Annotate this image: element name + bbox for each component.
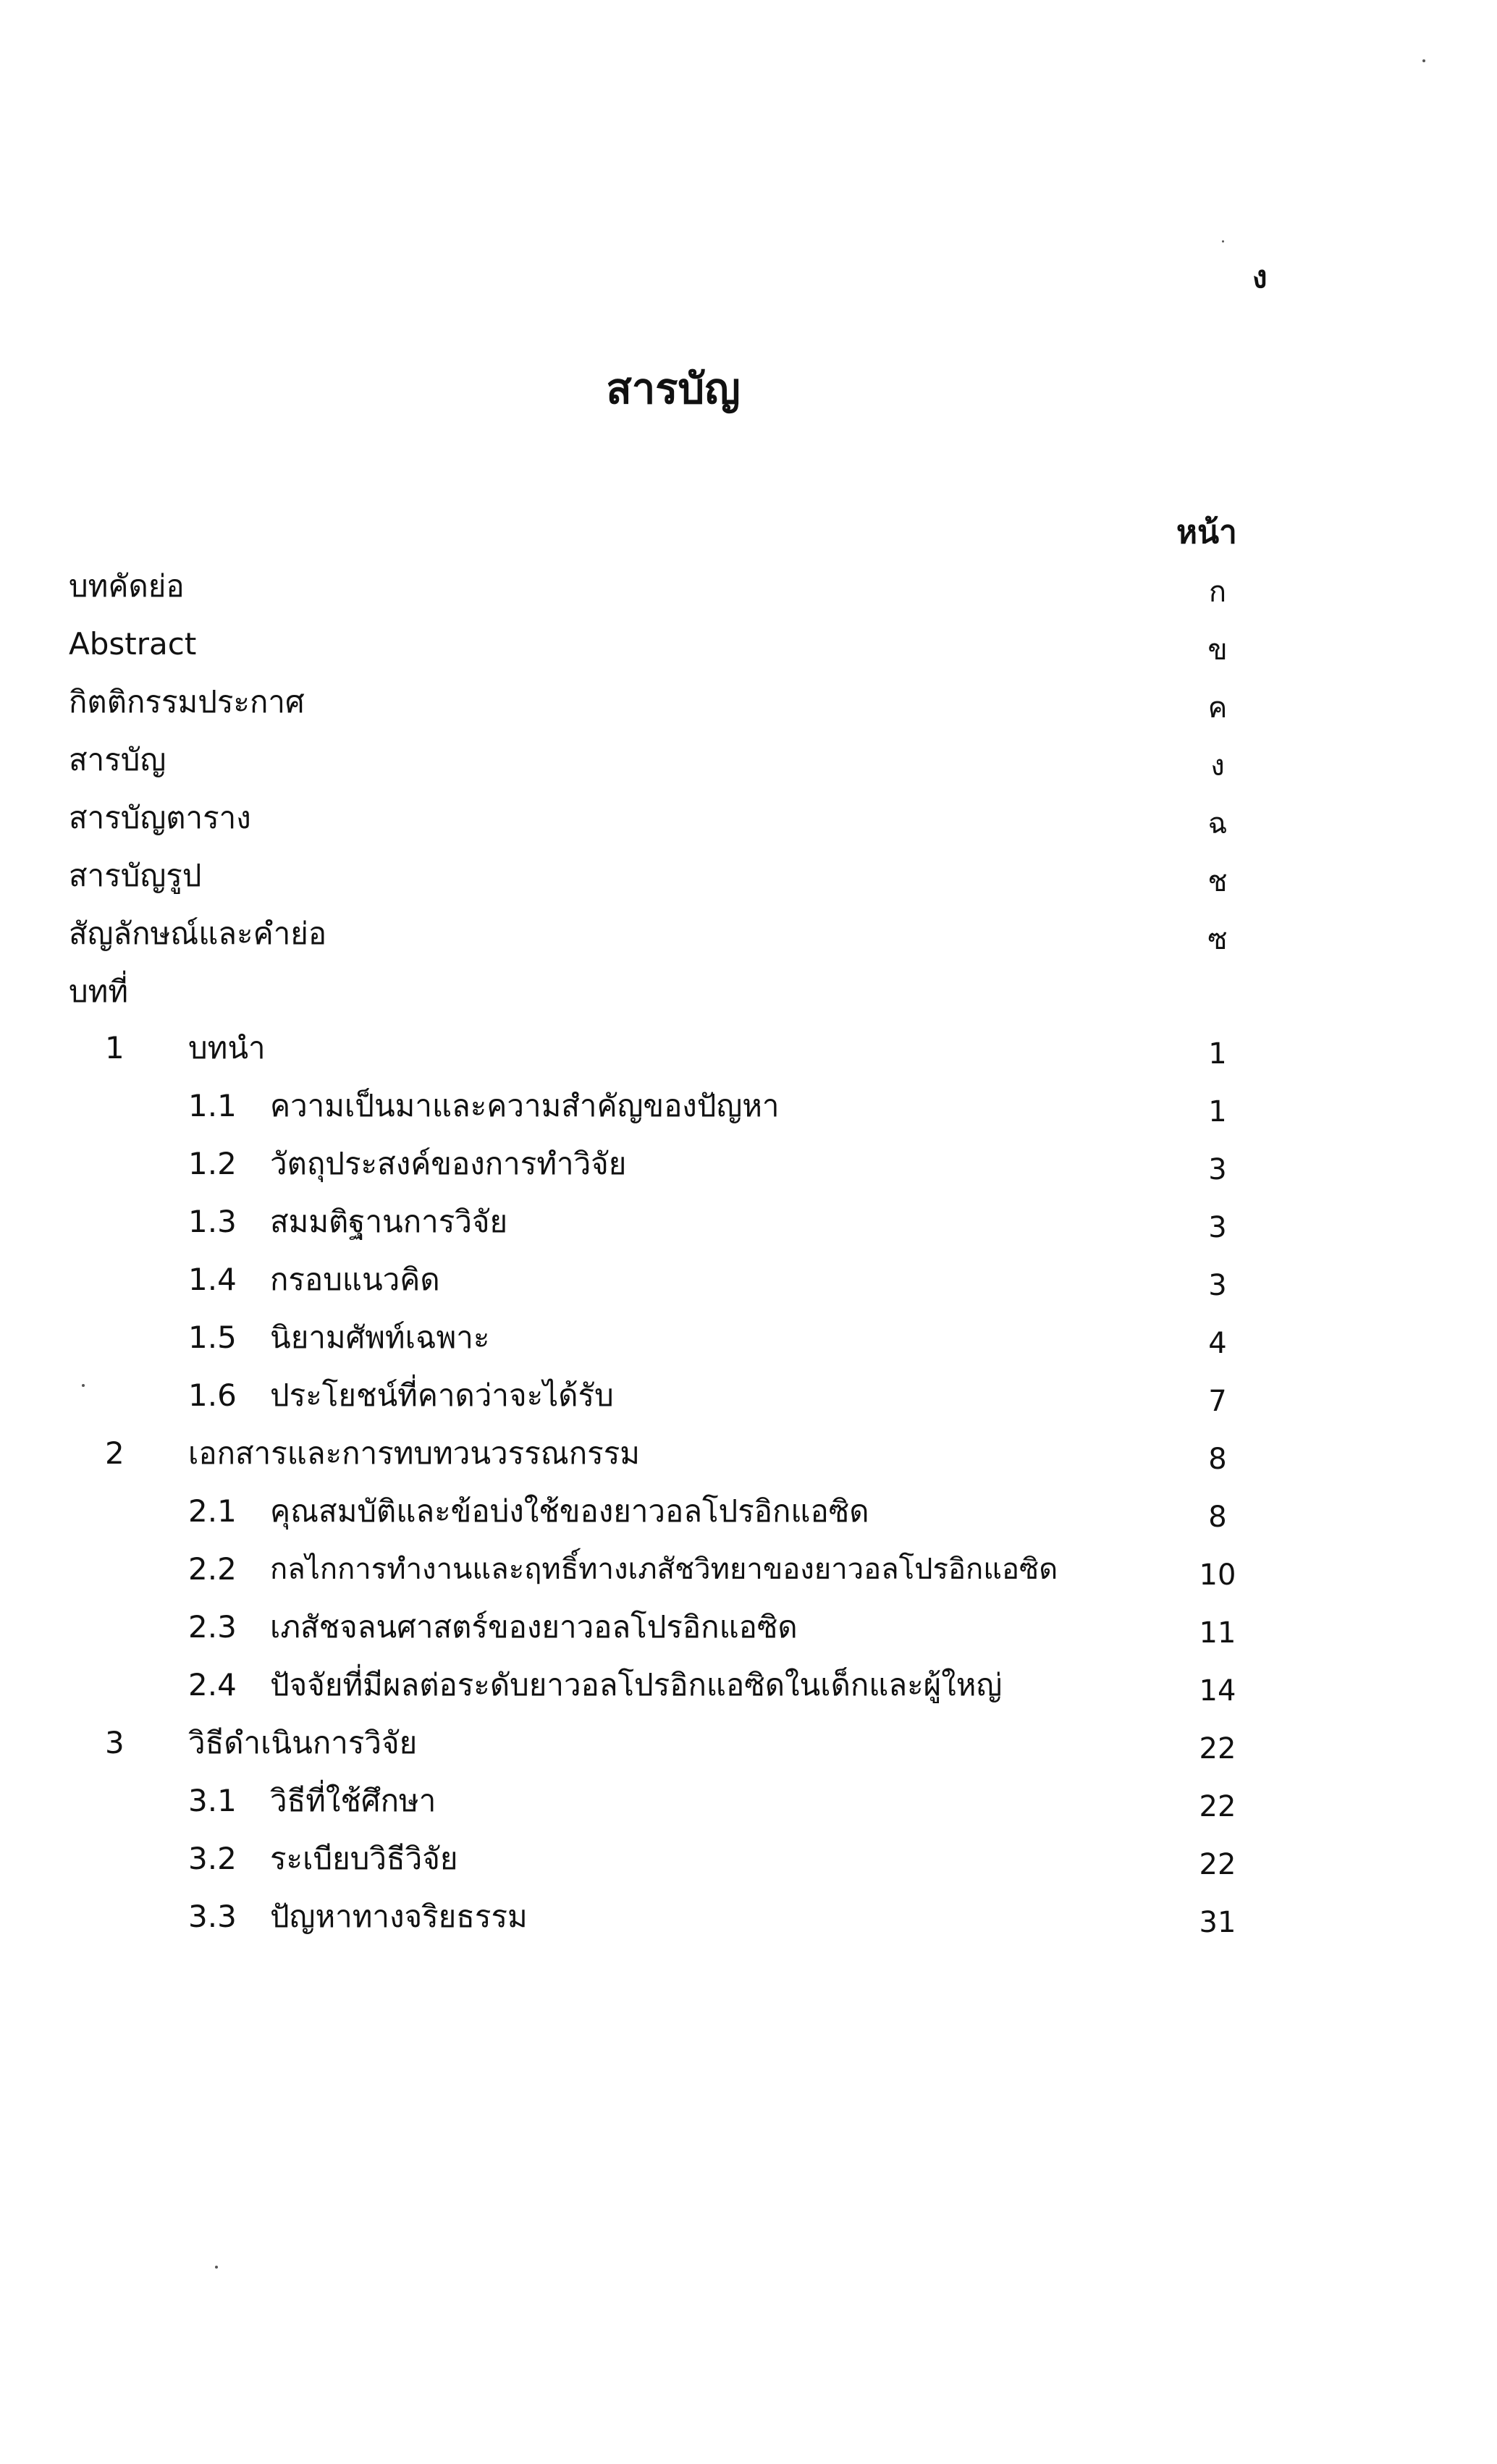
- toc-entry-page: ง: [1210, 749, 1225, 782]
- toc-entry-number: 2: [105, 1435, 125, 1471]
- toc-entry-number: 2.3: [188, 1609, 237, 1645]
- toc-entry-label: วิธีที่ใช้ศึกษา: [270, 1783, 437, 1818]
- toc-entry-number: 2.4: [188, 1667, 237, 1703]
- toc-entry-page: 3: [1208, 1269, 1227, 1302]
- toc-entry-page: ข: [1207, 633, 1228, 667]
- toc-entry-page: 8: [1208, 1501, 1227, 1534]
- toc-entry-label: ระเบียบวิธีวิจัย: [270, 1841, 458, 1876]
- toc-entry-number: 1: [105, 1030, 125, 1066]
- toc-entry-label: กลไกการทำงานและฤทธิ์ทางเภสัชวิทยาของยาวอลโปรอิกแอซิด: [270, 1553, 1058, 1586]
- toc-entry-page: 1: [1208, 1037, 1227, 1071]
- toc-entry-number: 3.2: [188, 1841, 237, 1876]
- toc-entry-page: 31: [1199, 1906, 1236, 1939]
- toc-entry-label: ปัจจัยที่มีผลต่อระดับยาวอลโปรอิกแอซิดในเด็กและผู้ใหญ่: [270, 1667, 1003, 1703]
- toc-entry-page: 3: [1208, 1153, 1227, 1186]
- toc-entry-label: ปัญหาทางจริยธรรม: [270, 1899, 528, 1934]
- toc-entry-page: ช: [1207, 865, 1228, 898]
- toc-entry-label: สมมติฐานการวิจัย: [270, 1204, 508, 1239]
- toc-entry-label: คุณสมบัติและข้อบ่งใช้ของยาวอลโปรอิกแอซิด: [270, 1493, 869, 1529]
- toc-entry-page: ซ: [1207, 923, 1228, 956]
- toc-entry-label: สารบัญ: [69, 742, 166, 777]
- page-title: สารบัญ: [606, 364, 741, 413]
- toc-entry-page: 3: [1208, 1211, 1227, 1244]
- toc-entry-number: 3.1: [188, 1783, 237, 1818]
- toc-entry-number: 2.2: [188, 1551, 237, 1587]
- toc-entry-label: บทที่: [69, 974, 129, 1009]
- toc-entry-label: บทนำ: [188, 1030, 266, 1066]
- toc-entry-page: 22: [1199, 1732, 1236, 1765]
- toc-entry-number: 3: [105, 1725, 125, 1760]
- toc-entry-number: 1.1: [188, 1088, 237, 1123]
- toc-entry-page: 22: [1199, 1790, 1236, 1823]
- toc-entry-label: บทคัดย่อ: [69, 568, 185, 604]
- toc-entry-page: 8: [1208, 1443, 1227, 1476]
- toc-entry-label: เภสัชจลนศาสตร์ของยาวอลโปรอิกแอซิด: [270, 1609, 798, 1645]
- toc-entry-page: ค: [1207, 691, 1228, 725]
- toc-entry-page: 4: [1208, 1327, 1227, 1360]
- page-column-header: หน้า: [1176, 514, 1237, 551]
- scan-speck: [1422, 59, 1425, 62]
- toc-entry-page: 7: [1208, 1385, 1227, 1418]
- toc-entry-label: วัตถุประสงค์ของการทำวิจัย: [270, 1146, 627, 1181]
- toc-entry-page: 10: [1199, 1558, 1236, 1592]
- toc-entry-number: 2.1: [188, 1493, 237, 1529]
- toc-entry-label: สารบัญตาราง: [69, 800, 251, 835]
- toc-entry-page: 14: [1199, 1674, 1236, 1708]
- toc-entry-label: ประโยชน์ที่คาดว่าจะได้รับ: [270, 1377, 614, 1413]
- scan-speck: [82, 1384, 85, 1387]
- toc-entry-page: 22: [1199, 1848, 1236, 1881]
- toc-entry-page: ฉ: [1207, 807, 1228, 840]
- toc-entry-page: 1: [1208, 1095, 1227, 1128]
- toc-entry-number: 3.3: [188, 1899, 237, 1934]
- scan-speck: [1222, 240, 1224, 242]
- toc-entry-number: 1.2: [188, 1146, 237, 1181]
- toc-entry-label: เอกสารและการทบทวนวรรณกรรม: [188, 1435, 640, 1471]
- toc-entry-label: กิตติกรรมประกาศ: [69, 684, 305, 720]
- scan-speck: [215, 2266, 218, 2269]
- toc-entry-label: Abstract: [69, 626, 197, 662]
- toc-entry-label: นิยามศัพท์เฉพาะ: [270, 1320, 490, 1355]
- toc-entry-number: 1.4: [188, 1262, 237, 1297]
- toc-entry-label: สารบัญรูป: [69, 858, 202, 893]
- page-number: ง: [1252, 259, 1268, 295]
- toc-entry-label: กรอบแนวคิด: [270, 1262, 440, 1297]
- toc-entry-page: 11: [1199, 1616, 1236, 1650]
- toc-entry-label: วิธีดำเนินการวิจัย: [188, 1725, 418, 1760]
- toc-entry-number: 1.3: [188, 1204, 237, 1239]
- toc-entry-page: ก: [1208, 575, 1227, 609]
- toc-entry-number: 1.6: [188, 1377, 237, 1413]
- toc-entry-number: 1.5: [188, 1320, 237, 1355]
- toc-entry-label: ความเป็นมาและความสำคัญของปัญหา: [270, 1088, 780, 1123]
- toc-entry-label: สัญลักษณ์และคำย่อ: [69, 916, 327, 951]
